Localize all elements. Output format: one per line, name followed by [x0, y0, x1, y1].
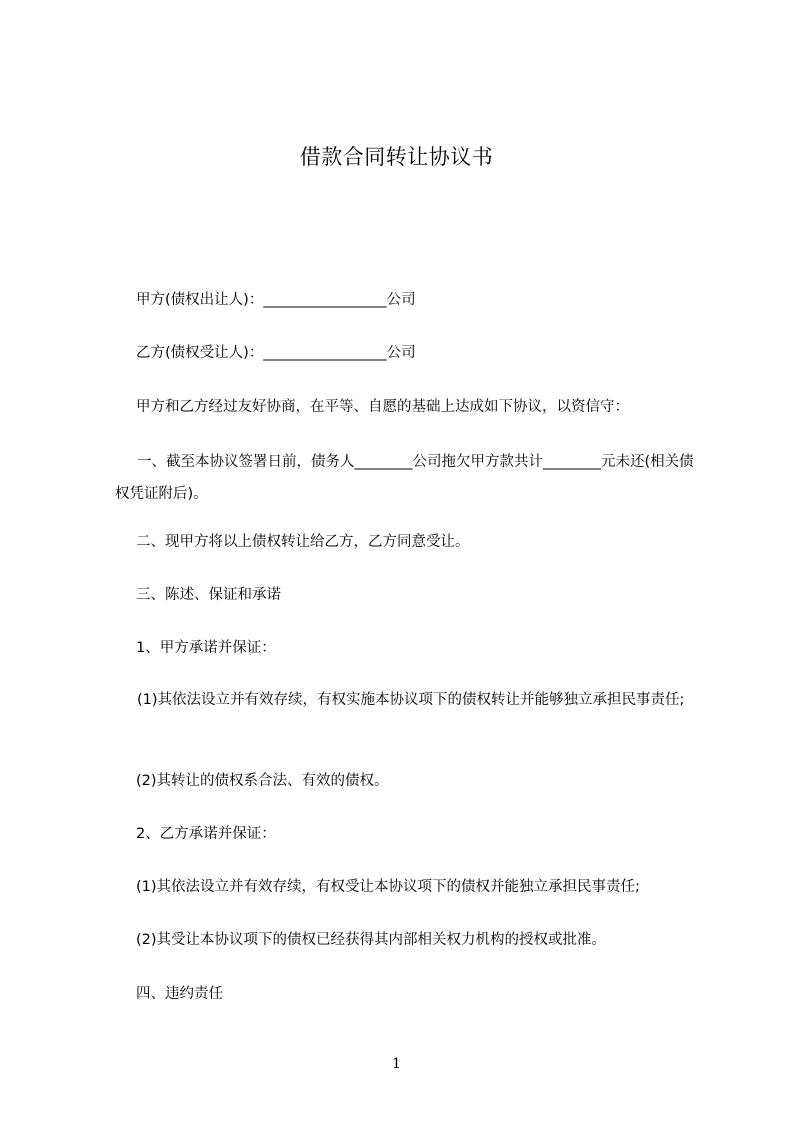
clause-3-1-2-paragraph: (2)其转让的债权系合法、有效的债权。: [136, 773, 389, 789]
party-a-line: 甲方(债权出让人)：_________________公司: [136, 292, 416, 308]
clause-2-paragraph: 二、现甲方将以上债权转让给乙方，乙方同意受让。: [136, 534, 470, 550]
clause-3-2-2-paragraph: (2)其受让本协议项下的债权已经获得其内部相关权力机构的授权或批准。: [136, 932, 607, 948]
clause-3-2-1-paragraph: (1)其依法设立并有效存续，有权受让本协议项下的债权并能独立承担民事责任;: [136, 879, 640, 895]
clause-3-1-1-paragraph: (1)其依法设立并有效存续，有权实施本协议项下的债权转让并能够独立承担民事责任;: [137, 692, 685, 708]
clause-3-1-heading: 1、甲方承诺并保证：: [136, 640, 276, 656]
page-number: 1: [392, 1056, 401, 1072]
clause-1-paragraph: 一、截至本协议签署日前，债务人________公司拖欠甲方款共计________元未还(相关债权凭证附后)。: [115, 454, 694, 502]
clause-3-heading: 三、陈述、保证和承诺: [136, 587, 281, 603]
clause-4-heading: 四、违约责任: [136, 986, 223, 1002]
intro-paragraph: 甲方和乙方经过友好协商，在平等、自愿的基础上达成如下协议，以资信守：: [136, 399, 629, 415]
document-title: 借款合同转让协议书: [299, 145, 494, 169]
clause-3-2-heading: 2、乙方承诺并保证：: [136, 826, 276, 842]
party-b-line: 乙方(债权受让人)：_________________公司: [136, 345, 416, 361]
